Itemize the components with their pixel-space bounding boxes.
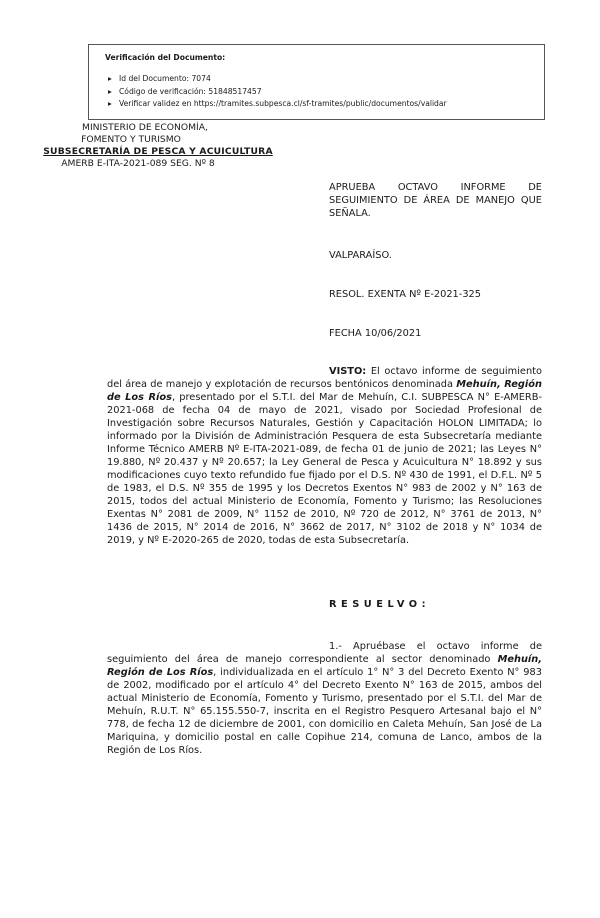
visto-text-rest: , presentado por el S.T.I. del Mar de Mehuín, C.I. SUBPESCA N° E-AMERB-2021-068 de fecha 04 de mayo de 2021, visado por Sociedad Profesional de Investigación sobre Recursos Naturales, Gestión y Capacitación HOLON LIMITADA; lo informado por la División de Administración Pesquera de esta Subsecretaría mediante Informe Técnico AMERB Nº E-ITA-2021-089, de fecha 01 de junio de 2021; las Leyes N° 19.880, Nº 20.437 y Nº 20.657; la Ley General de Pesca y Acuicultura N° 18.892 y sus modificaciones cuyo texto refundido fue fijado por el D.S. Nº 430 de 1991, el D.F.L. Nº 5 de 1983, el D.S. Nº 355 de 1995 y los Decretos Exentos N° 983 de 2002 y N° 163 de 2015, todos del actual Ministerio de Economía, Fomento y Turismo; las Resoluciones Exentas N° 2081 de 2009, N° 1152 de 2010, Nº 720 de 2012, N° 3761 de 2013, N° 1436 de 2015, N° 2014 de 2016, N° 3662 de 2017, N° 3102 de 2018 y N° 1034 de 2019, y Nº E-2020-265 de 2020, todas de esta Subsecretaría. [107, 392, 542, 546]
article-1-text-start: 1.- Apruébase el octavo informe de seguimiento del área de manejo correspondiente al sector denominado [107, 641, 542, 665]
document-reference: AMERB E-ITA-2021-089 SEG. Nº 8 [61, 158, 215, 169]
ministry-name-line1: MINISTERIO DE ECONOMÍA, [82, 122, 208, 133]
verification-code-item: ▸ Código de verificación: 51848517457 [119, 86, 544, 99]
verification-list [105, 73, 544, 111]
city-line: VALPARAÍSO. [329, 250, 392, 261]
article-1-paragraph [107, 640, 542, 757]
ministry-header [33, 122, 283, 170]
ministry-name-line2: FOMENTO Y TURISMO [81, 134, 181, 145]
visto-paragraph [107, 365, 542, 547]
subsecretaria-name: SUBSECRETARÍA DE PESCA Y ACUICULTURA [43, 146, 273, 157]
article-1-text-rest: , individualizada en el artículo 1° N° 3 del Decreto Exento N° 983 de 2002, modificado por el artículo 4° del Decreto Exento N° 163 de 2015, ambos del actual Ministerio de Economía, Fomento y Turismo, presentado por el S.T.I. del Mar de Mehuín, R.U.T. N° 65.155.550-7, inscrita en el Registro Pesquero Artesanal bajo el N° 778, de fecha 12 de diciembre de 2001, con domicilio en Caleta Mehuín, San José de La Mariquina, y domicilio postal en calle Copihue 214, comuna de Lanco, ambos de la Región de Los Ríos. [107, 667, 542, 756]
document-id-item: ▸ Id del Documento: 7074 [119, 73, 544, 86]
visto-text-start: El octavo informe de seguimiento del área de manejo y explotación de recursos bentónicos denominada [107, 366, 542, 390]
visto-area-name: Mehuín, Región de Los Ríos [107, 379, 542, 403]
verification-title: Verificación del Documento: [105, 53, 226, 62]
visto-label: VISTO: [329, 366, 367, 377]
resolution-number: RESOL. EXENTA Nº E-2021-325 [329, 289, 482, 300]
article-1-area-name: Mehuín, Región de Los Ríos [107, 654, 542, 678]
verification-link-item[interactable]: ▸ Verificar validez en https://tramites.subpesca.cl/sf-tramites/public/documentos/validar [119, 98, 544, 111]
verification-box [88, 44, 545, 120]
resolution-date: FECHA 10/06/2021 [329, 328, 422, 339]
resuelvo-heading: RESUELVO: [329, 599, 430, 610]
resolution-subject: APRUEBA OCTAVO INFORME DE SEGUIMIENTO DE ÁREA DE MANEJO QUE SEÑALA. [329, 182, 542, 219]
